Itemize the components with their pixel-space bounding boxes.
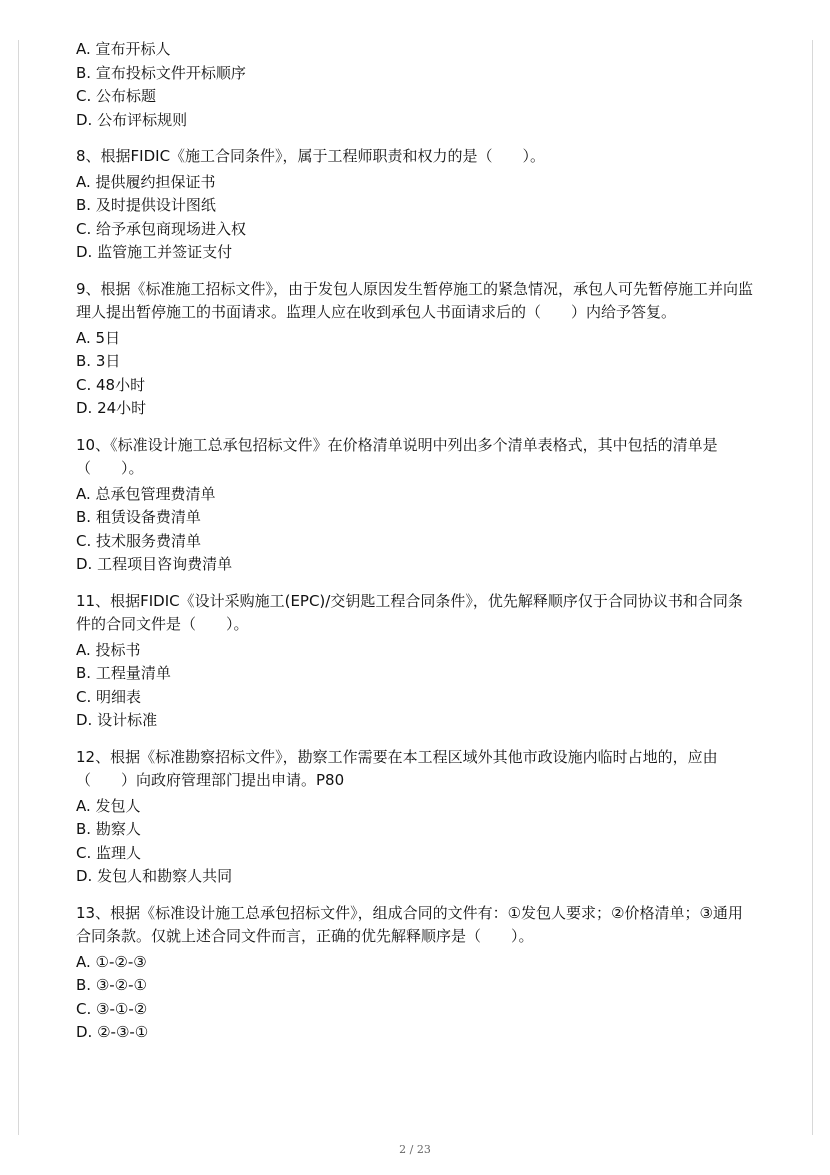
option-c: C. 48小时 bbox=[76, 375, 146, 394]
question-8 bbox=[76, 145, 756, 265]
question-10 bbox=[76, 434, 756, 577]
option-c: C. 明细表 bbox=[76, 687, 142, 706]
option-b: B. ③-②-① bbox=[76, 976, 147, 994]
option-d: D. ②-③-① bbox=[76, 1023, 149, 1041]
page-number: 2 / 23 bbox=[399, 1143, 431, 1156]
option-c: C. 公布标题 bbox=[76, 87, 157, 105]
option-b: B. 勘察人 bbox=[76, 820, 141, 838]
option-b: B. 3日 bbox=[76, 352, 121, 370]
option-b: B. 宣布投标文件开标顺序 bbox=[76, 63, 246, 82]
question-12 bbox=[76, 746, 756, 889]
option-c: C. ③-①-② bbox=[76, 999, 148, 1018]
question-stem: 12、根据《标准勘察招标文件》，勘察工作需要在本工程区域外其他市政设施内临时占地的，应由（ ）向政府管理部门提出申请。P80 bbox=[76, 747, 718, 789]
option-b: B. 工程量清单 bbox=[76, 664, 171, 682]
option-a: A. 发包人 bbox=[76, 796, 141, 815]
option-b: B. 租赁设备费清单 bbox=[76, 508, 201, 526]
question-stem: 8、根据FIDIC《施工合同条件》，属于工程师职责和权力的是（ ）。 bbox=[76, 147, 546, 165]
option-c: C. 给予承包商现场进入权 bbox=[76, 219, 247, 238]
option-a: A. 投标书 bbox=[76, 640, 141, 659]
question-stem: 10、《标准设计施工总承包招标文件》在价格清单说明中列出多个清单表格式，其中包括的清单是（ ）。 bbox=[76, 435, 718, 477]
page-left-border bbox=[18, 40, 19, 1135]
question-stem: 9、根据《标准施工招标文件》，由于发包人原因发生暂停施工的紧急情况，承包人可先暂停施工并向监理人提出暂停施工的书面请求。监理人应在收到承包人书面请求后的（ ）内给予答复。 bbox=[76, 279, 754, 321]
option-d: D. 发包人和勘察人共同 bbox=[76, 867, 233, 885]
option-a: A. ①-②-③ bbox=[76, 952, 147, 971]
option-d: D. 设计标准 bbox=[76, 711, 158, 729]
option-a: A. 5日 bbox=[76, 328, 121, 347]
question-7-options bbox=[76, 38, 756, 132]
option-a: A. 提供履约担保证书 bbox=[76, 172, 216, 191]
document-content bbox=[76, 38, 756, 1058]
question-stem: 13、根据《标准设计施工总承包招标文件》，组成合同的文件有：①发包人要求；②价格清单；③通用合同条款。仅就上述合同文件而言，正确的优先解释顺序是（ ）。 bbox=[76, 903, 743, 945]
option-b: B. 及时提供设计图纸 bbox=[76, 196, 216, 214]
page-right-border bbox=[812, 40, 813, 1135]
option-d: D. 公布评标规则 bbox=[76, 110, 188, 129]
option-d: D. 工程项目咨询费清单 bbox=[76, 555, 233, 573]
question-13 bbox=[76, 902, 756, 1045]
option-c: C. 监理人 bbox=[76, 843, 142, 862]
question-9 bbox=[76, 278, 756, 421]
option-c: C. 技术服务费清单 bbox=[76, 531, 202, 550]
option-a: A. 宣布开标人 bbox=[76, 40, 171, 58]
option-a: A. 总承包管理费清单 bbox=[76, 484, 216, 503]
question-11 bbox=[76, 590, 756, 733]
option-d: D. 监管施工并签证支付 bbox=[76, 243, 233, 261]
question-stem: 11、根据FIDIC《设计采购施工(EPC)/交钥匙工程合同条件》，优先解释顺序仅于合同协议书和合同条件的合同文件是（ ）。 bbox=[76, 591, 743, 633]
option-d: D. 24小时 bbox=[76, 399, 147, 417]
